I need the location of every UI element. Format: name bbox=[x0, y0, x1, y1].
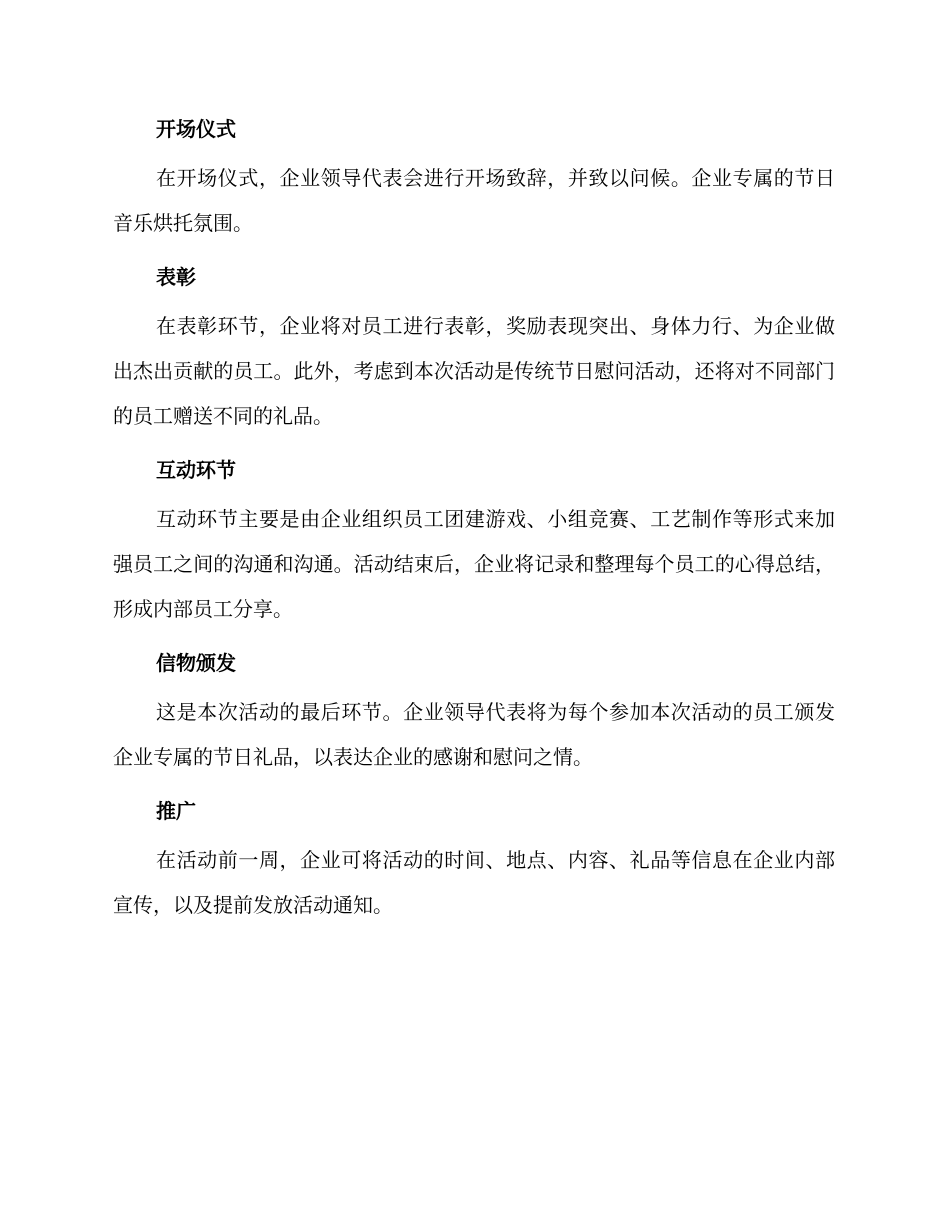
section-interaction bbox=[113, 451, 835, 632]
section-paragraph: 在活动前一周，企业可将活动的时间、地点、内容、礼品等信息在企业内部宣传，以及提前发放活动通知。 bbox=[113, 848, 835, 917]
section-opening-ceremony bbox=[113, 110, 835, 246]
section-paragraph: 互动环节主要是由企业组织员工团建游戏、小组竞赛、工艺制作等形式来加强员工之间的沟通和沟通。活动结束后，企业将记录和整理每个员工的心得总结，形成内部员工分享。 bbox=[113, 507, 835, 621]
section-heading: 表彰 bbox=[156, 265, 196, 289]
section-heading: 推广 bbox=[156, 799, 196, 823]
section-heading: 开场仪式 bbox=[156, 117, 236, 141]
section-heading: 信物颁发 bbox=[156, 651, 236, 675]
document-page bbox=[113, 110, 835, 940]
section-paragraph: 在开场仪式，企业领导代表会进行开场致辞，并致以问候。企业专属的节日音乐烘托氛围。 bbox=[113, 166, 835, 235]
section-promotion bbox=[113, 792, 835, 928]
section-token-award bbox=[113, 644, 835, 780]
section-heading: 互动环节 bbox=[156, 458, 236, 482]
section-paragraph: 这是本次活动的最后环节。企业领导代表将为每个参加本次活动的员工颁发企业专属的节日礼品，以表达企业的感谢和慰问之情。 bbox=[113, 700, 835, 769]
section-commendation bbox=[113, 258, 835, 439]
section-paragraph: 在表彰环节，企业将对员工进行表彰，奖励表现突出、身体力行、为企业做出杰出贡献的员工。此外，考虑到本次活动是传统节日慰问活动，还将对不同部门的员工赠送不同的礼品。 bbox=[113, 314, 835, 428]
